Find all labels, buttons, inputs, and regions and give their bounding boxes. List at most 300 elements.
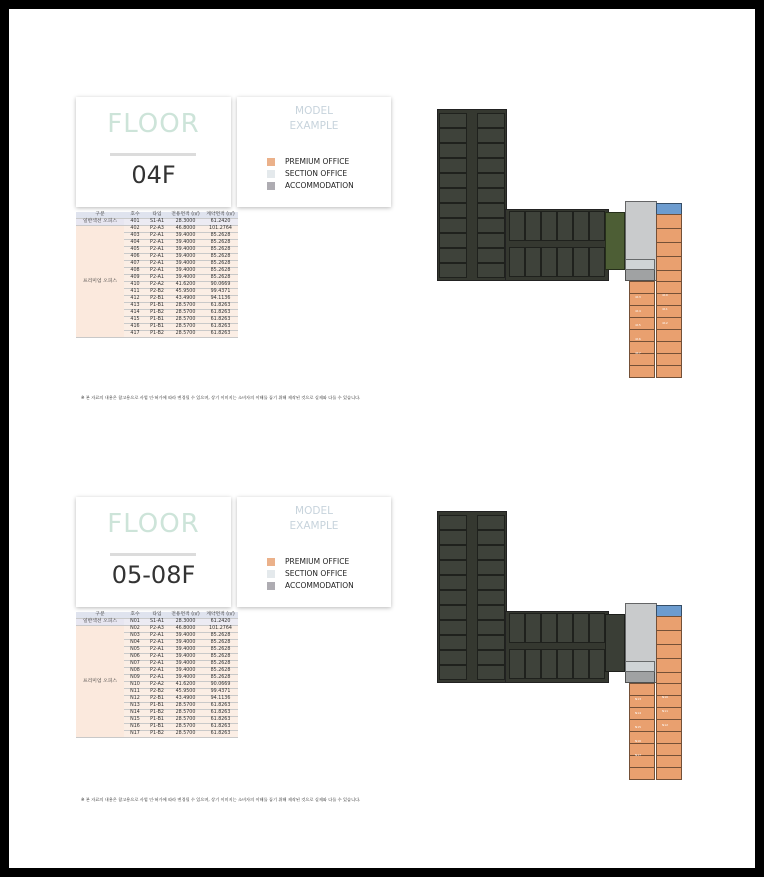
plan-room-dark xyxy=(439,605,467,620)
table-cell: 90.0669 xyxy=(203,282,238,289)
plan-room-dark xyxy=(525,211,541,241)
disclaimer-note: ※ 본 자료의 내용은 참고용으로 사업 인·허가에 따라 변경될 수 있으며, 상기 이미지는 소비자의 이해를 돕기 위해 제작된 것으로 실제와 다를 수 있습니다. xyxy=(81,395,361,400)
table-cell: P1-B2 xyxy=(146,731,168,738)
table-cell: 28.5700 xyxy=(168,324,203,331)
table-cell: 61.8263 xyxy=(203,324,238,331)
table-cell: 402 xyxy=(124,226,146,233)
plan-room-dark xyxy=(509,211,525,241)
table-cell: 85.2628 xyxy=(203,661,238,668)
plan-room-premium xyxy=(656,767,682,780)
plan-unit-label: N11 xyxy=(662,709,669,713)
floor-plan xyxy=(437,511,694,783)
plan-room-dark xyxy=(477,515,505,530)
table-cell: 61.8263 xyxy=(203,310,238,317)
floor-divider xyxy=(110,153,196,156)
plan-room-section xyxy=(625,259,655,270)
plan-room-dark xyxy=(509,649,525,679)
table-cell: 410 xyxy=(124,282,146,289)
model-example-card xyxy=(237,497,391,607)
model-title xyxy=(237,504,391,534)
table-cell: 61.2420 xyxy=(203,619,238,626)
plan-unit-label: 413 xyxy=(635,295,641,299)
table-cell: P1-B2 xyxy=(146,310,168,317)
plan-unit-label: 416 xyxy=(635,337,641,341)
plan-unit-label: N16 xyxy=(635,739,642,743)
plan-unit-label: 411 xyxy=(662,307,668,311)
table-cell: 408 xyxy=(124,268,146,275)
table-cell: 61.8263 xyxy=(203,710,238,717)
plan-room-dark xyxy=(573,211,589,241)
table-cell: N15 xyxy=(124,717,146,724)
plan-room-accommodation xyxy=(625,671,655,683)
plan-room-dark xyxy=(541,211,557,241)
plan-unit-label: 414 xyxy=(635,309,641,313)
plan-room-premium xyxy=(656,644,682,659)
table-cell: P2-A1 xyxy=(146,261,168,268)
floor-plan xyxy=(437,109,694,381)
plan-room-dark xyxy=(541,649,557,679)
table-header-cell: 구분 xyxy=(76,212,124,219)
table-cell: 46.8000 xyxy=(168,226,203,233)
table-cell: 409 xyxy=(124,275,146,282)
plan-room-dark xyxy=(439,515,467,530)
table-cell: N08 xyxy=(124,668,146,675)
category-cell: 프리미엄 오피스 xyxy=(76,626,124,738)
table-cell: 28.5700 xyxy=(168,724,203,731)
table-cell: N07 xyxy=(124,661,146,668)
plan-unit-label: N13 xyxy=(635,697,642,701)
plan-unit-label: N10 xyxy=(662,695,669,699)
plan-room-premium xyxy=(656,228,682,243)
table-cell: N02 xyxy=(124,626,146,633)
table-row xyxy=(76,226,238,233)
plan-room-dark xyxy=(439,113,467,128)
legend-label: SECTION OFFICE xyxy=(285,169,348,178)
legend-swatch xyxy=(267,182,275,190)
table-cell: 43.4900 xyxy=(168,696,203,703)
table-cell: 85.2628 xyxy=(203,647,238,654)
category-cell: 일반섹션 오피스 xyxy=(76,619,124,626)
table-cell: 85.2628 xyxy=(203,640,238,647)
table-cell: N11 xyxy=(124,689,146,696)
table-cell: 417 xyxy=(124,331,146,338)
plan-room-dark xyxy=(439,620,467,635)
table-cell: P2-B2 xyxy=(146,289,168,296)
plan-room-dark xyxy=(477,263,505,278)
table-header-cell: 호수 xyxy=(124,212,146,219)
table-cell: N06 xyxy=(124,654,146,661)
table-cell: P2-A1 xyxy=(146,647,168,654)
plan-room-dark xyxy=(439,665,467,680)
plan-room-dark xyxy=(477,143,505,158)
table-cell: P2-A1 xyxy=(146,640,168,647)
table-cell: 85.2628 xyxy=(203,240,238,247)
plan-room-dark xyxy=(589,247,605,277)
plan-room-dark xyxy=(439,590,467,605)
table-cell: 39.4000 xyxy=(168,633,203,640)
table-cell: 61.8263 xyxy=(203,724,238,731)
legend xyxy=(267,556,354,592)
plan-room-dark xyxy=(439,635,467,650)
plan-room-dark xyxy=(477,158,505,173)
plan-unit-label: N17 xyxy=(635,753,642,757)
legend-item-section xyxy=(267,168,354,179)
plan-room-dark xyxy=(589,211,605,241)
plan-room-dark xyxy=(477,128,505,143)
table-cell: N14 xyxy=(124,710,146,717)
table-row xyxy=(76,619,238,626)
plan-room-dark xyxy=(589,649,605,679)
table-header-cell: 타입 xyxy=(146,212,168,219)
plan-room-premium xyxy=(656,365,682,378)
table-cell: 415 xyxy=(124,317,146,324)
table-cell: P1-B1 xyxy=(146,724,168,731)
plan-room-dark xyxy=(439,218,467,233)
legend-label: SECTION OFFICE xyxy=(285,569,348,578)
floor-section-05-08f xyxy=(9,409,755,809)
table-cell: 39.4000 xyxy=(168,668,203,675)
legend-item-section xyxy=(267,568,354,579)
unit-area-table xyxy=(76,612,238,738)
table-cell: 407 xyxy=(124,261,146,268)
table-cell: 28.3000 xyxy=(168,619,203,626)
legend xyxy=(267,156,354,192)
unit-area-table xyxy=(76,212,238,338)
table-cell: 85.2628 xyxy=(203,275,238,282)
legend-swatch xyxy=(267,170,275,178)
plan-room-dark xyxy=(477,248,505,263)
table-cell: N04 xyxy=(124,640,146,647)
table-header-cell: 계약면적 (㎡) xyxy=(203,612,238,619)
table-cell: 43.4900 xyxy=(168,296,203,303)
model-title xyxy=(237,104,391,134)
plan-room-dark xyxy=(439,530,467,545)
table-cell: 85.2628 xyxy=(203,654,238,661)
plan-room-dark xyxy=(477,545,505,560)
table-cell: 403 xyxy=(124,233,146,240)
legend-item-accommodation xyxy=(267,580,354,591)
table-cell: P2-B1 xyxy=(146,696,168,703)
table-cell: P2-A1 xyxy=(146,233,168,240)
table-cell: 101.2764 xyxy=(203,226,238,233)
plan-room-dark xyxy=(439,128,467,143)
plan-room-dark xyxy=(477,620,505,635)
legend-swatch xyxy=(267,158,275,166)
table-header-row xyxy=(76,212,238,219)
plan-room-dark xyxy=(439,545,467,560)
plan-room-section xyxy=(625,661,655,672)
plan-room-dark xyxy=(477,203,505,218)
table-cell: 28.5700 xyxy=(168,317,203,324)
plan-unit-label: 417 xyxy=(635,351,641,355)
plan-room-dark xyxy=(477,233,505,248)
plan-room-dark xyxy=(509,247,525,277)
plan-room-dark xyxy=(477,173,505,188)
plan-unit-label: 410 xyxy=(662,293,668,297)
table-cell: 39.4000 xyxy=(168,661,203,668)
plan-room-dark xyxy=(477,650,505,665)
legend-label: ACCOMMODATION xyxy=(285,581,354,590)
table-cell: P2-A1 xyxy=(146,675,168,682)
plan-unit-label: 415 xyxy=(635,323,641,327)
floor-section-04f xyxy=(9,9,755,409)
plan-room-dark xyxy=(477,590,505,605)
plan-green-corridor xyxy=(605,212,625,270)
plan-room-premium xyxy=(656,214,682,229)
plan-room-premium xyxy=(656,616,682,631)
plan-room-dark xyxy=(439,650,467,665)
plan-room-dark xyxy=(439,560,467,575)
model-title-line-1: MODEL xyxy=(295,505,333,517)
table-cell: 39.4000 xyxy=(168,675,203,682)
table-header-cell: 전용면적 (㎡) xyxy=(168,612,203,619)
table-cell: 39.4000 xyxy=(168,247,203,254)
model-example-card xyxy=(237,97,391,207)
plan-room-dark xyxy=(477,113,505,128)
plan-room-dark xyxy=(557,649,573,679)
table-cell: 94.1136 xyxy=(203,696,238,703)
plan-room-dark xyxy=(477,665,505,680)
plan-room-dark xyxy=(439,263,467,278)
category-cell: 일반섹션 오피스 xyxy=(76,219,124,226)
table-cell: P2-A2 xyxy=(146,282,168,289)
plan-room-premium xyxy=(656,630,682,645)
table-cell: P2-A1 xyxy=(146,633,168,640)
table-cell: 39.4000 xyxy=(168,275,203,282)
table-cell: 41.6200 xyxy=(168,682,203,689)
table-cell: 39.4000 xyxy=(168,233,203,240)
table-cell: P1-B1 xyxy=(146,317,168,324)
table-cell: 28.5700 xyxy=(168,731,203,738)
table-cell: 28.5700 xyxy=(168,710,203,717)
plan-green-corridor xyxy=(605,614,625,672)
disclaimer-note: ※ 본 자료의 내용은 참고용으로 사업 인·허가에 따라 변경될 수 있으며, 상기 이미지는 소비자의 이해를 돕기 위해 제작된 것으로 실제와 다를 수 있습니다. xyxy=(81,797,361,802)
table-cell: 85.2628 xyxy=(203,675,238,682)
table-cell: N03 xyxy=(124,633,146,640)
plan-room-dark xyxy=(439,233,467,248)
table-cell: 85.2628 xyxy=(203,261,238,268)
floor-card xyxy=(76,97,231,207)
table-cell: 101.2764 xyxy=(203,626,238,633)
table-cell: 46.8000 xyxy=(168,626,203,633)
table-cell: P1-B1 xyxy=(146,303,168,310)
table-cell: N09 xyxy=(124,675,146,682)
table-cell: 28.5700 xyxy=(168,331,203,338)
table-cell: N16 xyxy=(124,724,146,731)
table-cell: 28.5700 xyxy=(168,703,203,710)
table-cell: 416 xyxy=(124,324,146,331)
plan-room-dark xyxy=(477,605,505,620)
table-cell: P2-B1 xyxy=(146,296,168,303)
legend-item-premium xyxy=(267,556,354,567)
plan-room-dark xyxy=(525,247,541,277)
plan-room-dark xyxy=(439,203,467,218)
legend-label: PREMIUM OFFICE xyxy=(285,157,350,166)
plan-room-dark xyxy=(509,613,525,643)
table-cell: 94.1136 xyxy=(203,296,238,303)
floor-number: 04F xyxy=(131,161,176,189)
plan-room-accommodation xyxy=(625,269,655,281)
plan-unit-label: 412 xyxy=(662,321,668,325)
table-cell: N17 xyxy=(124,731,146,738)
plan-room-dark xyxy=(477,635,505,650)
table-cell: N01 xyxy=(124,619,146,626)
plan-room-dark xyxy=(573,247,589,277)
plan-room-dark xyxy=(477,188,505,203)
legend-swatch xyxy=(267,582,275,590)
plan-unit-label: N12 xyxy=(662,723,669,727)
plan-room-dark xyxy=(525,613,541,643)
table-cell: 61.2420 xyxy=(203,219,238,226)
plan-room-dark xyxy=(477,530,505,545)
table-cell: 28.5700 xyxy=(168,717,203,724)
table-cell: 85.2628 xyxy=(203,668,238,675)
legend-swatch xyxy=(267,570,275,578)
legend-swatch xyxy=(267,558,275,566)
table-cell: P2-A1 xyxy=(146,661,168,668)
table-cell: 401 xyxy=(124,219,146,226)
table-cell: P2-A1 xyxy=(146,254,168,261)
table-cell: 85.2628 xyxy=(203,233,238,240)
table-header-cell: 전용면적 (㎡) xyxy=(168,212,203,219)
table-cell: 28.5700 xyxy=(168,310,203,317)
table-cell: P2-A1 xyxy=(146,247,168,254)
table-cell: P1-B2 xyxy=(146,331,168,338)
plan-room-dark xyxy=(557,247,573,277)
table-cell: P1-B1 xyxy=(146,717,168,724)
table-cell: P1-B1 xyxy=(146,324,168,331)
table-cell: 405 xyxy=(124,247,146,254)
plan-room-premium xyxy=(629,767,655,780)
table-cell: P1-B2 xyxy=(146,710,168,717)
table-cell: 412 xyxy=(124,296,146,303)
plan-room-dark xyxy=(477,575,505,590)
table-cell: 414 xyxy=(124,310,146,317)
table-header-cell: 호수 xyxy=(124,612,146,619)
table-cell: 39.4000 xyxy=(168,640,203,647)
table-cell: 61.8263 xyxy=(203,317,238,324)
brochure-page xyxy=(9,9,755,868)
table-cell: 406 xyxy=(124,254,146,261)
table-cell: N05 xyxy=(124,647,146,654)
table-header-cell: 계약면적 (㎡) xyxy=(203,212,238,219)
table-cell: 61.8263 xyxy=(203,331,238,338)
plan-unit-label: N15 xyxy=(635,725,642,729)
plan-room-dark xyxy=(439,248,467,263)
table-cell: 404 xyxy=(124,240,146,247)
plan-room-dark xyxy=(439,188,467,203)
table-cell: P2-A1 xyxy=(146,654,168,661)
table-cell: P2-A2 xyxy=(146,682,168,689)
table-cell: 45.9500 xyxy=(168,689,203,696)
plan-room-dark xyxy=(439,143,467,158)
table-cell: 85.2628 xyxy=(203,268,238,275)
table-cell: P2-A1 xyxy=(146,240,168,247)
plan-room-dark xyxy=(557,211,573,241)
table-header-row xyxy=(76,612,238,619)
table-cell: 61.8263 xyxy=(203,303,238,310)
plan-room-dark xyxy=(439,173,467,188)
plan-room-dark xyxy=(525,649,541,679)
table-row xyxy=(76,219,238,226)
plan-room-dark xyxy=(557,613,573,643)
plan-room-premium xyxy=(656,242,682,257)
table-cell: S1-A1 xyxy=(146,219,168,226)
table-header-cell: 구분 xyxy=(76,612,124,619)
model-title-line-1: MODEL xyxy=(295,105,333,117)
model-title-line-2: EXAMPLE xyxy=(289,120,339,132)
table-cell: 99.4371 xyxy=(203,289,238,296)
table-cell: 41.6200 xyxy=(168,282,203,289)
table-cell: 85.2628 xyxy=(203,633,238,640)
table-cell: 85.2628 xyxy=(203,254,238,261)
floor-card xyxy=(76,497,231,607)
plan-room-dark xyxy=(439,575,467,590)
table-cell: S1-A1 xyxy=(146,619,168,626)
table-cell: P2-A3 xyxy=(146,226,168,233)
plan-room-dark xyxy=(541,613,557,643)
model-title-line-2: EXAMPLE xyxy=(289,520,339,532)
table-cell: 39.4000 xyxy=(168,261,203,268)
table-cell: 28.5700 xyxy=(168,303,203,310)
category-cell: 프리미엄 오피스 xyxy=(76,226,124,338)
floor-number: 05-08F xyxy=(111,561,196,589)
table-cell: 39.4000 xyxy=(168,240,203,247)
table-cell: 28.3000 xyxy=(168,219,203,226)
table-cell: 411 xyxy=(124,289,146,296)
table-cell: 90.0669 xyxy=(203,682,238,689)
plan-room-dark xyxy=(573,649,589,679)
table-cell: 45.9500 xyxy=(168,289,203,296)
table-cell: P2-A1 xyxy=(146,275,168,282)
table-cell: 413 xyxy=(124,303,146,310)
plan-room-dark xyxy=(477,560,505,575)
table-cell: 39.4000 xyxy=(168,647,203,654)
table-cell: P2-A1 xyxy=(146,668,168,675)
table-cell: N10 xyxy=(124,682,146,689)
plan-room-dark xyxy=(573,613,589,643)
table-cell: P2-A1 xyxy=(146,268,168,275)
plan-room-premium xyxy=(656,256,682,271)
table-row xyxy=(76,626,238,633)
table-cell: 61.8263 xyxy=(203,731,238,738)
table-cell: 61.8263 xyxy=(203,717,238,724)
legend-item-premium xyxy=(267,156,354,167)
floor-label: FLOOR xyxy=(107,109,200,139)
plan-room-dark xyxy=(541,247,557,277)
table-cell: N12 xyxy=(124,696,146,703)
table-header-cell: 타입 xyxy=(146,612,168,619)
table-cell: P2-B2 xyxy=(146,689,168,696)
plan-room-dark xyxy=(589,613,605,643)
table-cell: 39.4000 xyxy=(168,268,203,275)
table-cell: 99.4371 xyxy=(203,689,238,696)
floor-label: FLOOR xyxy=(107,509,200,539)
plan-room-premium xyxy=(629,365,655,378)
plan-unit-label: N14 xyxy=(635,711,642,715)
plan-room-dark xyxy=(477,218,505,233)
table-cell: P1-B1 xyxy=(146,703,168,710)
table-cell: 39.4000 xyxy=(168,654,203,661)
legend-item-accommodation xyxy=(267,180,354,191)
legend-label: ACCOMMODATION xyxy=(285,181,354,190)
legend-label: PREMIUM OFFICE xyxy=(285,557,350,566)
table-cell: 85.2628 xyxy=(203,247,238,254)
floor-divider xyxy=(110,553,196,556)
table-cell: 39.4000 xyxy=(168,254,203,261)
plan-room-dark xyxy=(439,158,467,173)
plan-room-premium xyxy=(656,658,682,673)
